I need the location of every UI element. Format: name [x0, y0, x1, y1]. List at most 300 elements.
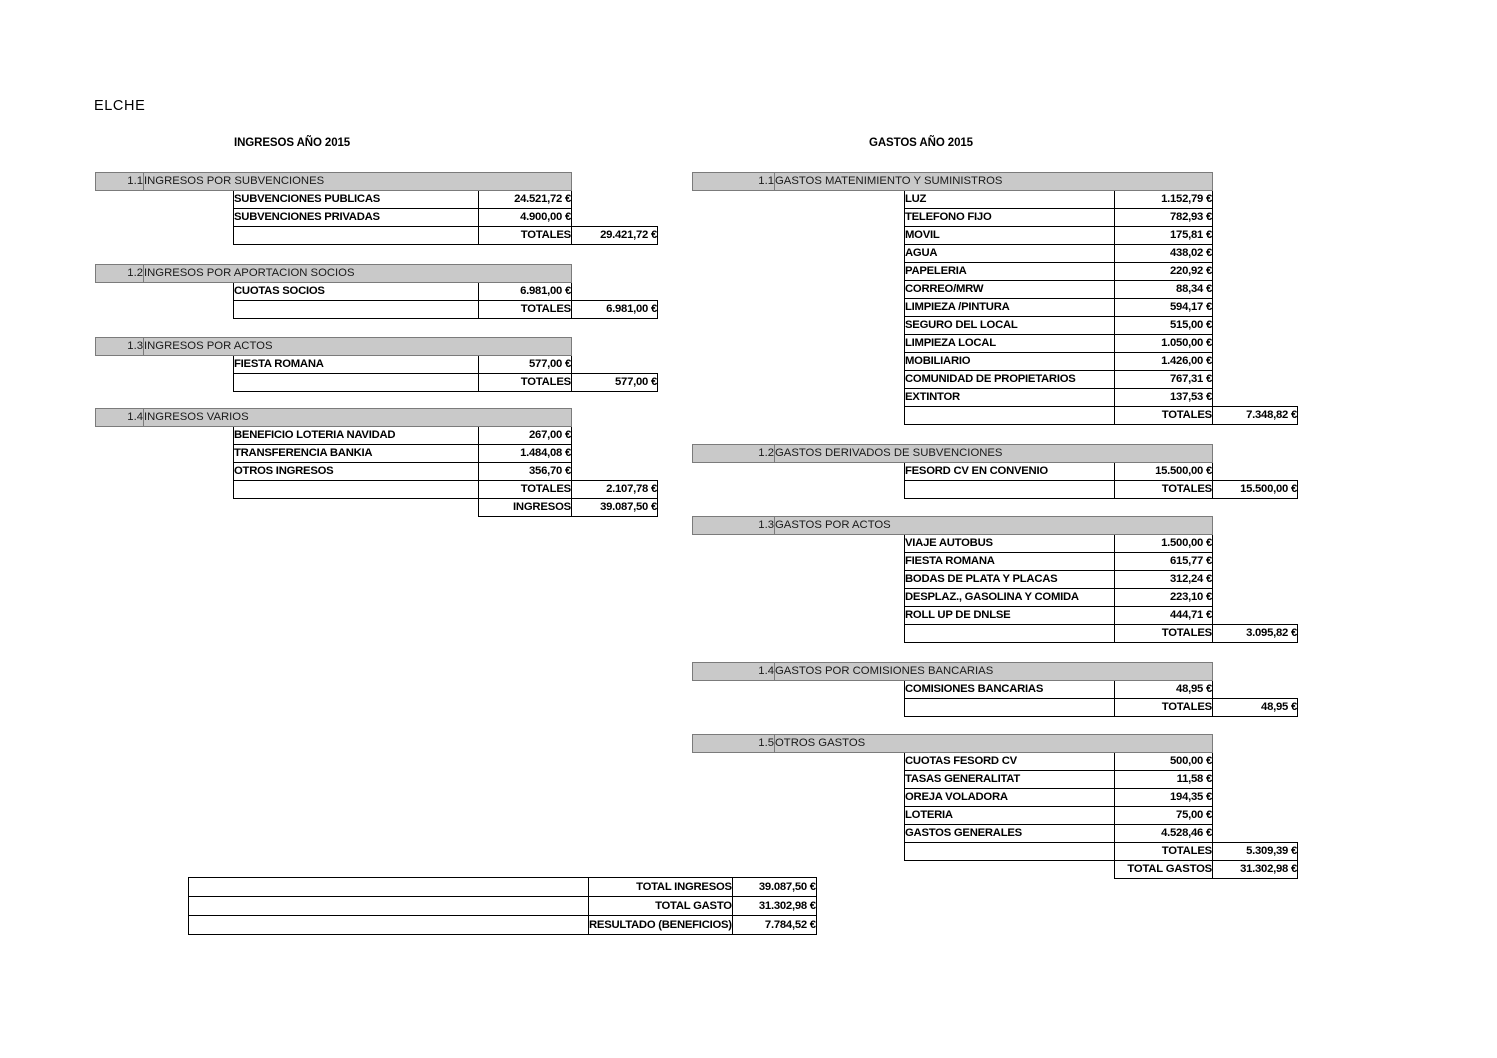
row-indent	[96, 445, 144, 463]
section-total-row	[96, 301, 658, 319]
row-indent	[144, 191, 234, 209]
spacer-cell	[1213, 553, 1298, 571]
row-indent	[693, 371, 775, 389]
section-title: OTROS GASTOS	[775, 735, 1213, 753]
spacer-cell	[1213, 245, 1298, 263]
table-row	[693, 681, 1298, 699]
summary-row	[189, 897, 817, 916]
table-row	[693, 227, 1298, 245]
row-value: 220,92 €	[1115, 263, 1213, 281]
summary-row	[189, 916, 817, 935]
table-row	[96, 283, 658, 301]
section-number: 1.2	[96, 265, 144, 283]
row-value: 223,10 €	[1115, 589, 1213, 607]
total-value: 3.095,82 €	[1213, 625, 1298, 643]
row-value: 137,53 €	[1115, 389, 1213, 407]
row-indent	[775, 317, 905, 335]
section-header-row	[693, 445, 1298, 463]
row-label: OTROS INGRESOS	[234, 463, 479, 481]
row-indent	[775, 371, 905, 389]
total-value: 577,00 €	[572, 374, 658, 392]
income-section-1-2	[95, 264, 658, 319]
row-value: 48,95 €	[1115, 681, 1213, 699]
grand-total-label: INGRESOS	[479, 499, 572, 517]
table-row	[96, 445, 658, 463]
row-label: OREJA VOLADORA	[905, 789, 1115, 807]
section-total-row	[693, 699, 1298, 717]
table-row	[693, 263, 1298, 281]
total-label: TOTALES	[1115, 625, 1213, 643]
section-total-row	[693, 843, 1298, 861]
expense-section-1-1	[692, 172, 1298, 425]
table-row	[693, 389, 1298, 407]
expense-section-1-2	[692, 444, 1298, 499]
spacer-cell	[1213, 571, 1298, 589]
summary-pad	[189, 878, 589, 897]
section-title: GASTOS MATENIMIENTO Y SUMINISTROS	[775, 173, 1213, 191]
section-total-row	[96, 227, 658, 245]
section-table	[692, 172, 1298, 425]
summary-label: RESULTADO (BENEFICIOS)	[589, 916, 733, 935]
row-indent	[693, 589, 775, 607]
summary-table-block	[188, 877, 817, 935]
row-value: 1.426,00 €	[1115, 353, 1213, 371]
row-value: 4.900,00 €	[479, 209, 572, 227]
section-number: 1.3	[96, 338, 144, 356]
row-indent	[96, 374, 144, 392]
total-pad	[905, 407, 1115, 425]
row-indent	[775, 191, 905, 209]
spacer-cell	[1213, 789, 1298, 807]
total-value: 6.981,00 €	[572, 301, 658, 319]
row-indent	[775, 753, 905, 771]
total-pad	[234, 301, 479, 319]
total-label: TOTALES	[479, 481, 572, 499]
section-number: 1.5	[693, 735, 775, 753]
row-indent	[775, 335, 905, 353]
spacer-cell	[572, 191, 658, 209]
row-value: 500,00 €	[1115, 753, 1213, 771]
row-indent	[693, 535, 775, 553]
row-indent	[775, 699, 905, 717]
row-indent	[693, 263, 775, 281]
section-total-row	[693, 625, 1298, 643]
row-value: 175,81 €	[1115, 227, 1213, 245]
section-table	[95, 172, 658, 245]
table-row	[693, 463, 1298, 481]
table-row	[693, 553, 1298, 571]
row-label: FIESTA ROMANA	[905, 553, 1115, 571]
summary-value: 7.784,52 €	[732, 916, 816, 935]
row-indent	[775, 625, 905, 643]
row-indent	[96, 427, 144, 445]
row-indent	[775, 227, 905, 245]
total-value: 2.107,78 €	[572, 481, 658, 499]
section-total-row	[693, 407, 1298, 425]
total-label: TOTALES	[479, 374, 572, 392]
summary-pad	[189, 897, 589, 916]
row-value: 11,58 €	[1115, 771, 1213, 789]
spacer-cell	[572, 445, 658, 463]
table-row	[693, 317, 1298, 335]
table-row	[693, 825, 1298, 843]
row-indent	[693, 843, 775, 861]
row-indent	[775, 789, 905, 807]
table-row	[693, 191, 1298, 209]
spacer-cell	[572, 265, 658, 283]
section-grand-total-row	[693, 861, 1298, 879]
table-row	[693, 589, 1298, 607]
spacer-cell	[1213, 353, 1298, 371]
row-indent	[693, 227, 775, 245]
row-label: BODAS DE PLATA Y PLACAS	[905, 571, 1115, 589]
row-label: COMISIONES BANCARIAS	[905, 681, 1115, 699]
row-indent	[693, 281, 775, 299]
row-label: GASTOS GENERALES	[905, 825, 1115, 843]
row-indent	[96, 481, 144, 499]
row-value: 6.981,00 €	[479, 283, 572, 301]
row-value: 88,34 €	[1115, 281, 1213, 299]
spacer-cell	[572, 356, 658, 374]
row-indent	[693, 407, 775, 425]
row-value: 1.500,00 €	[1115, 535, 1213, 553]
row-indent	[775, 825, 905, 843]
grand-total-value: 39.087,50 €	[572, 499, 658, 517]
row-label: LOTERIA	[905, 807, 1115, 825]
expense-section-1-5	[692, 734, 1298, 879]
table-row	[693, 209, 1298, 227]
row-value: 1.152,79 €	[1115, 191, 1213, 209]
row-indent	[693, 771, 775, 789]
spacer-cell	[1213, 735, 1298, 753]
income-section-1-1	[95, 172, 658, 245]
total-label: TOTALES	[1115, 843, 1213, 861]
row-indent	[693, 209, 775, 227]
row-indent	[693, 245, 775, 263]
section-title: INGRESOS POR SUBVENCIONES	[144, 173, 572, 191]
section-number: 1.4	[96, 409, 144, 427]
table-row	[693, 335, 1298, 353]
grand-total-value: 31.302,98 €	[1213, 861, 1298, 879]
total-label: TOTALES	[479, 301, 572, 319]
spacer-cell	[1213, 389, 1298, 407]
table-row	[96, 191, 658, 209]
row-value: 515,00 €	[1115, 317, 1213, 335]
table-row	[693, 281, 1298, 299]
row-label: SEGURO DEL LOCAL	[905, 317, 1115, 335]
row-indent	[775, 245, 905, 263]
row-indent	[693, 353, 775, 371]
section-number: 1.3	[693, 517, 775, 535]
section-header-row	[693, 735, 1298, 753]
spacer-cell	[572, 283, 658, 301]
spacer-cell	[1213, 825, 1298, 843]
row-label: SUBVENCIONES PRIVADAS	[234, 209, 479, 227]
row-indent	[775, 553, 905, 571]
table-row	[693, 771, 1298, 789]
row-indent	[775, 571, 905, 589]
row-indent	[693, 481, 775, 499]
spacer-cell	[1213, 299, 1298, 317]
spacer-cell	[1213, 535, 1298, 553]
total-label: TOTALES	[479, 227, 572, 245]
row-label: CUOTAS FESORD CV	[905, 753, 1115, 771]
row-indent	[775, 463, 905, 481]
summary-pad	[189, 916, 589, 935]
section-title: INGRESOS VARIOS	[144, 409, 572, 427]
spacer-cell	[1213, 173, 1298, 191]
row-indent	[775, 607, 905, 625]
row-indent	[775, 771, 905, 789]
row-indent	[144, 427, 234, 445]
section-total-row	[96, 374, 658, 392]
total-pad	[905, 843, 1115, 861]
section-number: 1.4	[693, 663, 775, 681]
row-label: MOVIL	[905, 227, 1115, 245]
row-indent	[144, 301, 234, 319]
total-value: 15.500,00 €	[1213, 481, 1298, 499]
section-total-row	[96, 481, 658, 499]
row-indent	[144, 499, 234, 517]
expense-section-1-4	[692, 662, 1298, 717]
row-indent	[775, 843, 905, 861]
spacer-cell	[1213, 589, 1298, 607]
row-indent	[96, 499, 144, 517]
spacer-cell	[572, 409, 658, 427]
row-label: COMUNIDAD DE PROPIETARIOS	[905, 371, 1115, 389]
spacer-cell	[1213, 607, 1298, 625]
total-label: TOTALES	[1115, 699, 1213, 717]
section-title: GASTOS POR COMISIONES BANCARIAS	[775, 663, 1213, 681]
row-indent	[144, 227, 234, 245]
table-row	[693, 753, 1298, 771]
row-indent	[693, 789, 775, 807]
summary-table	[188, 877, 817, 935]
spacer-cell	[1213, 463, 1298, 481]
row-label: LIMPIEZA LOCAL	[905, 335, 1115, 353]
income-section-1-3	[95, 337, 658, 392]
row-indent	[96, 356, 144, 374]
section-header-row	[96, 409, 658, 427]
spacer-cell	[1213, 191, 1298, 209]
section-table	[692, 662, 1298, 717]
section-header-row	[96, 173, 658, 191]
spacer-cell	[1213, 227, 1298, 245]
row-indent	[775, 861, 905, 879]
row-label: CORREO/MRW	[905, 281, 1115, 299]
row-indent	[693, 553, 775, 571]
table-row	[693, 535, 1298, 553]
row-indent	[775, 209, 905, 227]
spacer-cell	[1213, 681, 1298, 699]
row-indent	[775, 263, 905, 281]
row-indent	[96, 301, 144, 319]
section-grand-total-row	[96, 499, 658, 517]
row-label: SUBVENCIONES PUBLICAS	[234, 191, 479, 209]
row-value: 356,70 €	[479, 463, 572, 481]
row-indent	[144, 356, 234, 374]
section-header-row	[693, 173, 1298, 191]
table-row	[693, 571, 1298, 589]
row-label: BENEFICIO LOTERIA NAVIDAD	[234, 427, 479, 445]
spacer-cell	[1213, 807, 1298, 825]
row-value: 444,71 €	[1115, 607, 1213, 625]
summary-row	[189, 878, 817, 897]
row-indent	[693, 299, 775, 317]
row-label: EXTINTOR	[905, 389, 1115, 407]
row-indent	[234, 499, 479, 517]
row-label: CUOTAS SOCIOS	[234, 283, 479, 301]
row-indent	[775, 807, 905, 825]
total-pad	[234, 374, 479, 392]
section-title: INGRESOS POR ACTOS	[144, 338, 572, 356]
row-indent	[693, 317, 775, 335]
row-indent	[144, 445, 234, 463]
section-table	[692, 444, 1298, 499]
row-value: 24.521,72 €	[479, 191, 572, 209]
total-value: 29.421,72 €	[572, 227, 658, 245]
total-pad	[234, 227, 479, 245]
table-row	[96, 356, 658, 374]
spacer-cell	[572, 209, 658, 227]
row-indent	[693, 681, 775, 699]
row-label: VIAJE AUTOBUS	[905, 535, 1115, 553]
section-header-row	[693, 663, 1298, 681]
table-row	[693, 245, 1298, 263]
spacer-cell	[1213, 371, 1298, 389]
row-indent	[96, 463, 144, 481]
row-indent	[96, 209, 144, 227]
row-indent	[775, 535, 905, 553]
total-label: TOTALES	[1115, 407, 1213, 425]
spacer-cell	[572, 173, 658, 191]
income-section-1-4	[95, 408, 658, 517]
section-total-row	[693, 481, 1298, 499]
summary-value: 31.302,98 €	[732, 897, 816, 916]
table-row	[693, 607, 1298, 625]
spacer-cell	[1213, 517, 1298, 535]
section-header-row	[96, 338, 658, 356]
row-indent	[775, 589, 905, 607]
row-indent	[775, 281, 905, 299]
summary-value: 39.087,50 €	[732, 878, 816, 897]
total-pad	[234, 481, 479, 499]
row-value: 15.500,00 €	[1115, 463, 1213, 481]
spacer-cell	[1213, 663, 1298, 681]
row-indent	[775, 681, 905, 699]
table-row	[96, 463, 658, 481]
spacer-cell	[1213, 281, 1298, 299]
row-indent	[96, 227, 144, 245]
table-row	[693, 353, 1298, 371]
table-row	[693, 807, 1298, 825]
total-pad	[905, 625, 1115, 643]
section-table	[95, 408, 658, 517]
row-label: TELEFONO FIJO	[905, 209, 1115, 227]
table-row	[96, 209, 658, 227]
row-value: 767,31 €	[1115, 371, 1213, 389]
row-indent	[96, 283, 144, 301]
spacer-cell	[572, 463, 658, 481]
row-value: 615,77 €	[1115, 553, 1213, 571]
row-indent	[693, 825, 775, 843]
row-indent	[693, 861, 775, 879]
section-table	[95, 337, 658, 392]
row-label: AGUA	[905, 245, 1115, 263]
spacer-cell	[1213, 335, 1298, 353]
row-indent	[693, 463, 775, 481]
row-value: 267,00 €	[479, 427, 572, 445]
spacer-cell	[1213, 753, 1298, 771]
section-title: GASTOS DERIVADOS DE SUBVENCIONES	[775, 445, 1213, 463]
spacer-cell	[1213, 445, 1298, 463]
section-number: 1.1	[693, 173, 775, 191]
spacer-cell	[1213, 263, 1298, 281]
row-label: FESORD CV EN CONVENIO	[905, 463, 1115, 481]
row-indent	[693, 625, 775, 643]
row-indent	[775, 481, 905, 499]
row-indent	[693, 571, 775, 589]
section-table	[95, 264, 658, 319]
row-label: TASAS GENERALITAT	[905, 771, 1115, 789]
total-label: TOTALES	[1115, 481, 1213, 499]
row-indent	[693, 335, 775, 353]
row-indent	[775, 353, 905, 371]
row-label: PAPELERIA	[905, 263, 1115, 281]
row-value: 577,00 €	[479, 356, 572, 374]
spacer-cell	[1213, 209, 1298, 227]
summary-label: TOTAL INGRESOS	[589, 878, 733, 897]
table-row	[693, 299, 1298, 317]
row-indent	[693, 607, 775, 625]
row-value: 312,24 €	[1115, 571, 1213, 589]
total-value: 48,95 €	[1213, 699, 1298, 717]
section-table	[692, 734, 1298, 879]
row-label: LIMPIEZA /PINTURA	[905, 299, 1115, 317]
section-title: INGRESOS POR APORTACION SOCIOS	[144, 265, 572, 283]
row-label: MOBILIARIO	[905, 353, 1115, 371]
row-indent	[144, 481, 234, 499]
expense-section-heading: GASTOS AÑO 2015	[869, 137, 973, 149]
row-value: 1.484,08 €	[479, 445, 572, 463]
row-indent	[144, 374, 234, 392]
row-indent	[96, 191, 144, 209]
page-title: ELCHE	[94, 98, 146, 114]
spacer-cell	[572, 338, 658, 356]
spacer-cell	[1213, 771, 1298, 789]
section-header-row	[693, 517, 1298, 535]
income-section-heading: INGRESOS AÑO 2015	[234, 137, 351, 149]
section-number: 1.1	[96, 173, 144, 191]
row-indent	[775, 407, 905, 425]
row-indent	[144, 283, 234, 301]
row-value: 4.528,46 €	[1115, 825, 1213, 843]
row-value: 594,17 €	[1115, 299, 1213, 317]
table-row	[693, 371, 1298, 389]
section-header-row	[96, 265, 658, 283]
row-label: DESPLAZ., GASOLINA Y COMIDA	[905, 589, 1115, 607]
row-label: TRANSFERENCIA BANKIA	[234, 445, 479, 463]
row-indent	[693, 753, 775, 771]
row-label: ROLL UP DE DNLSE	[905, 607, 1115, 625]
total-pad	[905, 481, 1115, 499]
row-indent	[775, 299, 905, 317]
row-value: 75,00 €	[1115, 807, 1213, 825]
row-value: 438,02 €	[1115, 245, 1213, 263]
row-indent	[775, 389, 905, 407]
expense-section-1-3	[692, 516, 1298, 643]
section-title: GASTOS POR ACTOS	[775, 517, 1213, 535]
